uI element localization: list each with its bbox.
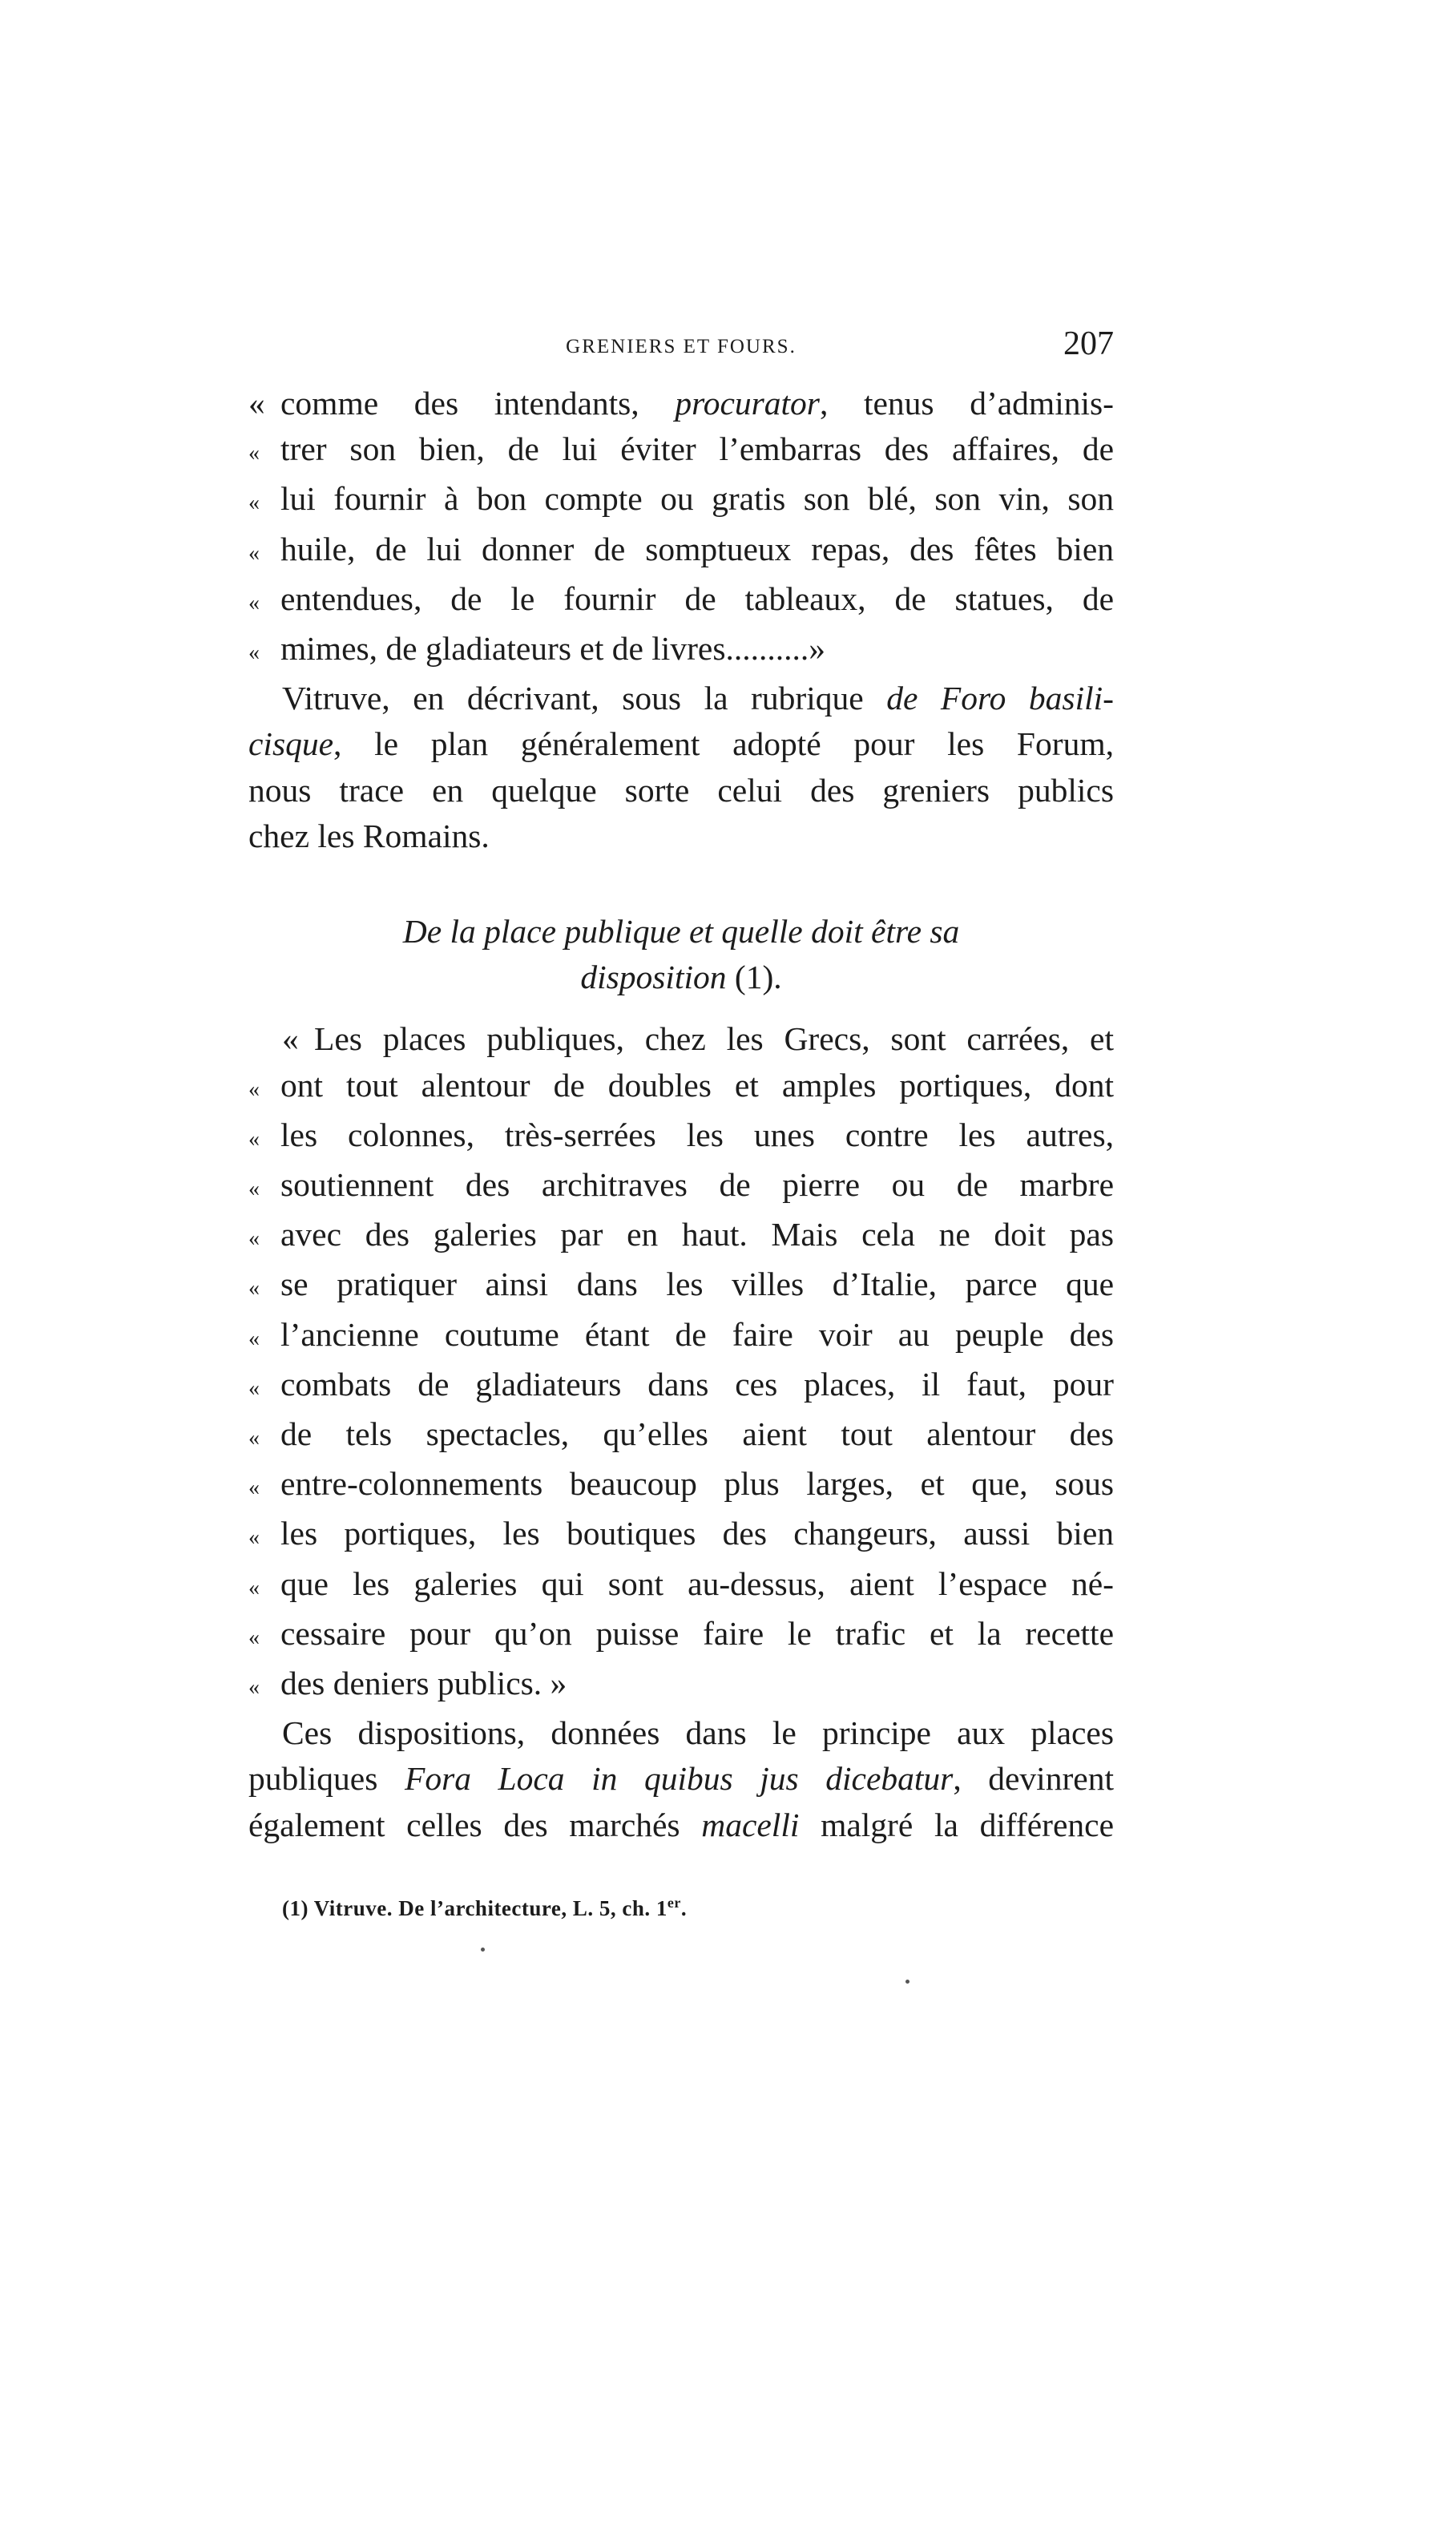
line-text: lui fournir à bon compte ou gratis son blé, son vin, son [280,480,1114,518]
quotation-mark: « [248,1525,260,1551]
text-line: nous trace en quelque sorte celui des greniers publics [248,771,1114,809]
text-line [248,476,1114,526]
quotation-mark: « [248,640,260,666]
text-line [248,1362,1114,1411]
line-text: mimes, de gladiateurs et de livres..........» [280,630,825,668]
quotation-mark: « [248,1326,260,1351]
text-line: également celles des marchés macelli malgré la différence [248,1806,1114,1843]
line-text: entendues, de le fournir de tableaux, de statues, de [280,579,1114,617]
quotation-mark: « [248,1625,260,1650]
section-title [248,909,1114,1000]
quotation-mark: « [248,1575,260,1601]
quotation-mark: « [248,1126,260,1152]
section-title-line: disposition (1). [580,959,782,996]
paragraph-vitruve-quote [248,1016,1114,1710]
quotation-mark: « [248,441,260,466]
book-page [248,325,1114,1921]
text-line: chez les Romains. [248,817,490,854]
text-line: cisque, le plan généralement adopté pour les Forum, [248,725,1114,763]
quotation-mark: « [248,590,260,616]
text-line: Ces dispositions, données dans le principe aux places [282,1714,1114,1752]
running-head: GRENIERS ET FOURS. [566,336,797,357]
text-line [248,1461,1114,1511]
line-text: soutiennent des architraves de pierre ou de marbre [280,1166,1114,1204]
footnote: (1) Vitruve. De l’architecture, L. 5, ch. 1er. [282,1894,688,1920]
line-text: , tenus d’adminis- [819,385,1114,422]
text-line [248,1511,1114,1560]
text-line [248,1561,1114,1611]
quotation-mark: « [248,490,260,516]
quotation-mark: « [248,1226,260,1252]
paper-speck [905,1980,909,1984]
line-text: que les galeries qui sont au-dessus, aient l’espace né- [280,1564,1114,1602]
quotation-mark: « [248,1675,260,1701]
paragraph-vitruve [248,676,1114,859]
line-text: les portiques, les boutiques des changeurs, aussi bien [280,1515,1114,1552]
quotation-mark: « [248,1426,260,1451]
text-line [248,576,1114,626]
quotation-mark: « [248,1475,260,1501]
text-line [248,1411,1114,1461]
paper-speck [481,1948,485,1952]
italic-term: procurator [675,385,820,422]
text-line [248,626,1114,676]
page-header [248,325,1114,381]
text-line [248,1212,1114,1261]
quotation-mark: « [248,1177,260,1202]
text-line: Vitruve, en décrivant, sous la rubrique de Foro basili- [282,680,1114,717]
paragraph-quote-continuation [248,381,1114,676]
line-text: l’ancienne coutume étant de faire voir au peuple des [280,1315,1114,1353]
text-line [248,1063,1114,1112]
text-line [248,527,1114,576]
line-text: cessaire pour qu’on puisse faire le trafic et la recette [280,1614,1114,1652]
body-text [248,381,1114,1848]
text-line [248,381,1114,426]
text-line [248,1261,1114,1311]
line-text: des deniers publics. » [280,1665,567,1702]
quotation-mark: « [248,1076,260,1102]
text-line [248,426,1114,476]
footnote-superscript: er [667,1894,681,1911]
footnote-ref: (1). [734,959,782,996]
quotation-mark: « [282,1020,299,1058]
text-line [248,1162,1114,1212]
text-line [248,1611,1114,1661]
line-text: trer son bien, de lui éviter l’embarras des affaires, de [280,430,1114,468]
footnote-text: Vitruve. De l’architecture, L. 5, ch. 1 [313,1895,668,1920]
line-text: combats de gladiateurs dans ces places, il faut, pour [280,1365,1114,1403]
paragraph-dispositions [248,1710,1114,1848]
text-line [248,1016,1114,1062]
text-line [248,1312,1114,1362]
page-number: 207 [1063,325,1114,362]
line-text: se pratiquer ainsi dans les villes d’Italie, parce que [280,1266,1114,1303]
line-text: de tels spectacles, qu’elles aient tout alentour des [280,1415,1114,1453]
quotation-mark: « [248,1375,260,1401]
text-line [248,1661,1114,1710]
line-text: les colonnes, très-serrées les unes contre les autres, [280,1116,1114,1153]
text-line: publiques Fora Loca in quibus jus dicebatur, devinrent [248,1760,1114,1798]
footnote-mark: (1) [282,1895,309,1920]
line-text: comme des intendants, [280,385,676,422]
line-text: ont tout alentour de doubles et amples portiques, dont [280,1066,1114,1104]
quotation-mark: « [248,540,260,566]
line-text: huile, de lui donner de somptueux repas, des fêtes bien [280,530,1114,567]
line-text: Les places publiques, chez les Grecs, sont carrées, et [314,1020,1114,1058]
quotation-mark: « [248,1276,260,1302]
line-text: entre-colonnements beaucoup plus larges, et que, sous [280,1465,1114,1503]
text-line [248,1112,1114,1162]
quotation-mark: « [248,385,265,422]
section-title-line: De la place publique et quelle doit être sa [402,913,960,951]
line-text: avec des galeries par en haut. Mais cela ne doit pas [280,1216,1114,1253]
